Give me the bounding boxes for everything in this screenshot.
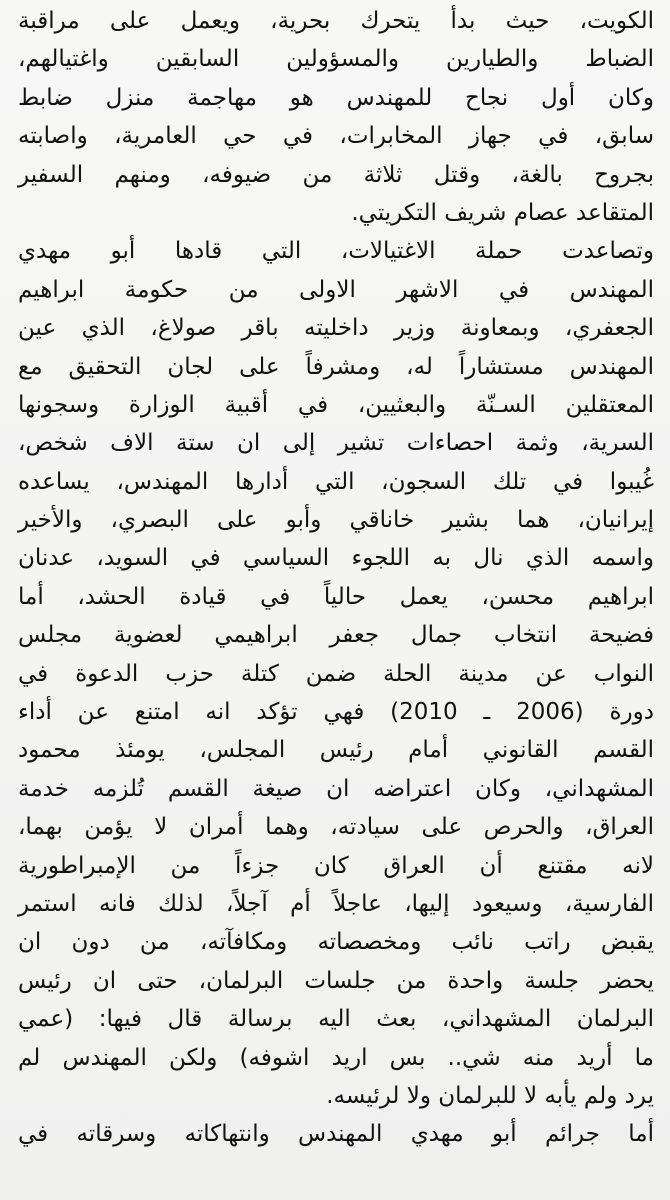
text-line: إيرانيان، هما بشير خاناقي وأبو على البصري، والأخير: [18, 507, 654, 534]
text-line: يرد ولم يأبه لا للبرلمان ولا لرئيسه.: [326, 1082, 654, 1109]
text-line: الضباط والطيارين والمسؤولين السابقين واغتيالهم،: [18, 46, 654, 73]
text-line: سابق، في جهاز المخابرات، في حي العامرية، واصابته: [18, 123, 654, 150]
text-line: فضيحة انتخاب جمال جعفر ابراهيمي لعضوية مجلس: [18, 622, 654, 649]
text-line: القسم القانوني أمام رئيس المجلس، يومئذ محمود: [18, 737, 654, 764]
text-line: يحضر جلسة واحدة من جلسات البرلمان، حتى ان رئيس: [18, 967, 654, 994]
text-line: الجعفري، وبمعاونة وزير داخليته باقر صولاغ، الذي عين: [18, 315, 654, 342]
text-line: واسمه الذي نال به اللجوء السياسي في السويد، عدنان: [18, 545, 654, 572]
text-line: السرية، وثمة احصاءات تشير إلى ان ستة الاف شخص،: [18, 430, 654, 457]
text-line: البرلمان المشهداني، بعث اليه برسالة قال فيها: (عمي: [18, 1006, 654, 1033]
text-line: المهندس مستشاراً له، ومشرفاً على لجان التحقيق مع: [18, 353, 654, 380]
text-line: بجروح بالغة، وقتل ثلاثة من ضيوفه، ومنهم السفير: [18, 161, 654, 188]
text-line: ما أريد منه شي.. بس اريد اشوفه) ولكن المهندس لم: [18, 1044, 654, 1071]
article-text: [18, 2, 654, 1154]
text-line: المعتقلين السـنّة والبعثيين، في أقبية الوزارة وسجونها: [18, 391, 654, 418]
text-line: الكويت، حيث بدأ يتحرك بحرية، ويعمل على مراقبة: [18, 8, 654, 34]
text-line: لانه مقتنع أن العراق كان جزءاً من الإمبراطورية: [18, 852, 654, 879]
text-line: دورة (2006 ـ 2010) فهي تؤكد انه امتنع عن أداء: [18, 699, 654, 726]
text-line: أما جرائم أبو مهدي المهندس وانتهاكاته وسرقاته في: [18, 1121, 654, 1148]
text-line: ابراهيم محسن، يعمل حالياً في قيادة الحشد، أما: [18, 583, 654, 610]
text-line: وتصاعدت حملة الاغتيالات، التي قادها أبو مهدي: [18, 238, 654, 265]
text-line: الفارسية، وسيعود إليها، عاجلاً أم آجلاً، لذلك فانه استمر: [18, 890, 654, 917]
text-line: المتقاعد عصام شريف التكريتي.: [351, 199, 654, 226]
text-line: العراق، والحرص على سيادته، وهما أمران لا يؤمن بهما،: [18, 814, 654, 841]
text-line: النواب عن مدينة الحلة ضمن كتلة حزب الدعوة في: [18, 660, 654, 687]
text-line: يقبض راتب نائب ومخصصاته ومكافآته، من دون ان: [18, 929, 654, 956]
text-line: وكان أول نجاح للمهندس هو مهاجمة منزل ضابط: [18, 84, 654, 111]
text-line: المهندس في الاشهر الاولى من حكومة ابراهيم: [18, 276, 654, 303]
text-line: المشهداني، وكان اعتراضه ان صيغة القسم تُلزمه خدمة: [18, 775, 654, 802]
text-line: غُيبوا في تلك السجون، التي أدارها المهندس، يساعده: [18, 468, 654, 495]
